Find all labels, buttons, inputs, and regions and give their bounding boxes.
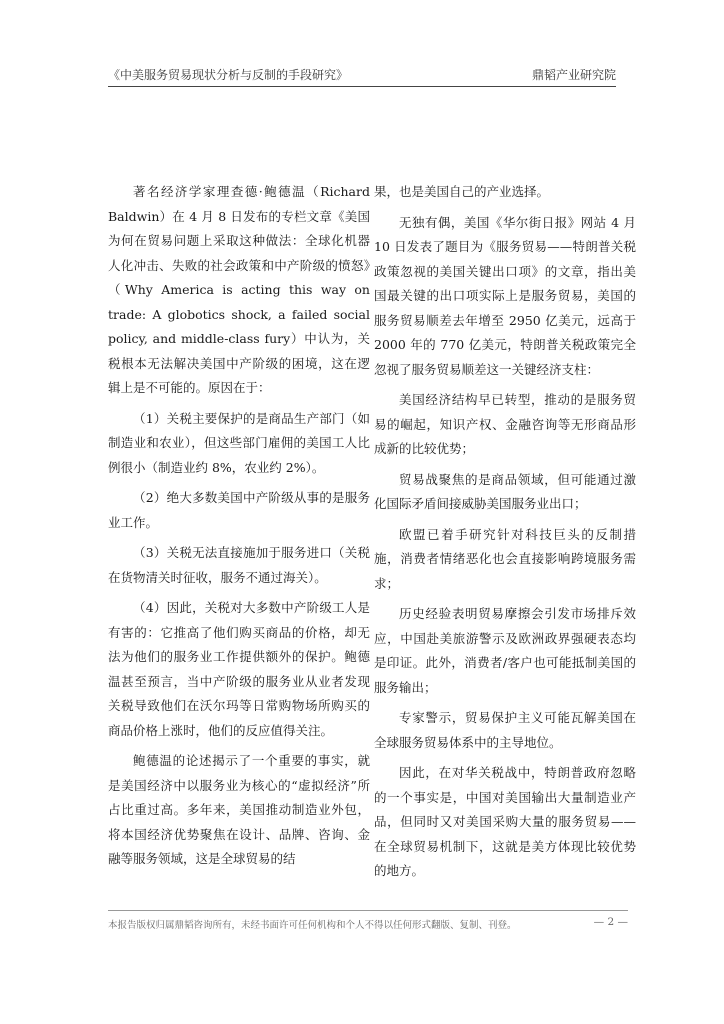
paragraph: 贸易战聚焦的是商品领域，但可能通过激化国际矛盾间接威胁美国服务业出口； bbox=[374, 471, 636, 511]
organization-name: 鼎韬产业研究院 bbox=[531, 68, 616, 82]
paragraph: 专家警示，贸易保护主义可能瓦解美国在全球服务贸易体系中的主导地位。 bbox=[374, 710, 636, 750]
right-column bbox=[374, 180, 636, 890]
paragraph-continuation: 果，也是美国自己的产业选择。 bbox=[374, 184, 550, 199]
paragraph: （2）绝大多数美国中产阶级从事的是服务业工作。 bbox=[108, 490, 370, 530]
paragraph: 因此，在对华关税战中，特朗普政府忽略的一个事实是，中国对美国输出大量制造业产品，但同时又对美国采购大量的服务贸易——在全球贸易机制下，这就是美方体现比较优势的地方。 bbox=[374, 765, 636, 878]
page-footer bbox=[108, 910, 628, 931]
paragraph: （4）因此，关税对大多数中产阶级工人是有害的：它推高了他们购买商品的价格，却无法为他们的服务业工作提供额外的保护。鲍德温甚至预言，当中产阶级的服务业从业者发现关税导致他们在沃尔玛等日常购物场所购买的商品价格上涨时，他们的反应值得关注。 bbox=[108, 600, 370, 738]
paragraph: 欧盟已着手研究针对科技巨头的反制措施，消费者情绪恶化也会直接影响跨境服务需求； bbox=[374, 526, 636, 591]
paragraph: （1）关税主要保护的是商品生产部门（如制造业和农业），但这些部门雇佣的美国工人比例很小（制造业约 8%，农业约 2%）。 bbox=[108, 410, 370, 475]
document-title: 《中美服务贸易现状分析与反制的手段研究》 bbox=[108, 68, 349, 82]
paragraph: 历史经验表明贸易摩擦会引发市场排斥效应，中国赴美旅游警示及欧洲政界强硬表态均是印证。此外，消费者/客户也可能抵制美国的服务输出； bbox=[374, 606, 636, 695]
paragraph: （3）关税无法直接施加于服务进口（关税在货物清关时征收，服务不通过海关）。 bbox=[108, 545, 370, 585]
left-column bbox=[108, 180, 370, 878]
paragraph: 著名经济学家理查德·鲍德温（Richard Baldwin）在 4 月 8 日发布的专栏文章《美国为何在贸易问题上采取这种做法：全球化机器人化冲击、失败的社会政策和中产阶级的愤怒》（Why America is acting this way on trade: A globotics shock, a failed social policy, and middle-class fury）中认为，关税根本无法解决美国中产阶级的困境，这在逻辑上是不可能的。原因在于： bbox=[108, 184, 370, 395]
paragraph: 鲍德温的论述揭示了一个重要的事实，就是美国经济中以服务业为核心的“虚拟经济”所占比重过高。多年来，美国推动制造业外包，将本国经济优势聚焦在设计、品牌、咨询、金融等服务领域，这是全球贸易的结 bbox=[108, 753, 370, 866]
copyright-notice: 本报告版权归属鼎韬咨询所有，未经书面许可任何机构和个人不得以任何形式翻版、复制、刊登。 bbox=[108, 920, 517, 931]
paragraph: 美国经济结构早已转型，推动的是服务贸易的崛起，知识产权、金融咨询等无形商品形成新的比较优势； bbox=[374, 392, 636, 456]
page-number: — 2 — bbox=[593, 916, 628, 928]
page-header bbox=[108, 62, 616, 87]
paragraph: 无独有偶，美国《华尔街日报》网站 4 月 10 日发表了题目为《服务贸易——特朗普关税政策忽视的美国关键出口项》的文章，指出美国最关键的出口项实际上是服务贸易，美国的服务贸易顺差去年增至 2950 亿美元，远高于 2000 年的 770 亿美元，特朗普关税政策完全忽视了服务贸易顺差这一关键经济支柱： bbox=[374, 214, 636, 377]
